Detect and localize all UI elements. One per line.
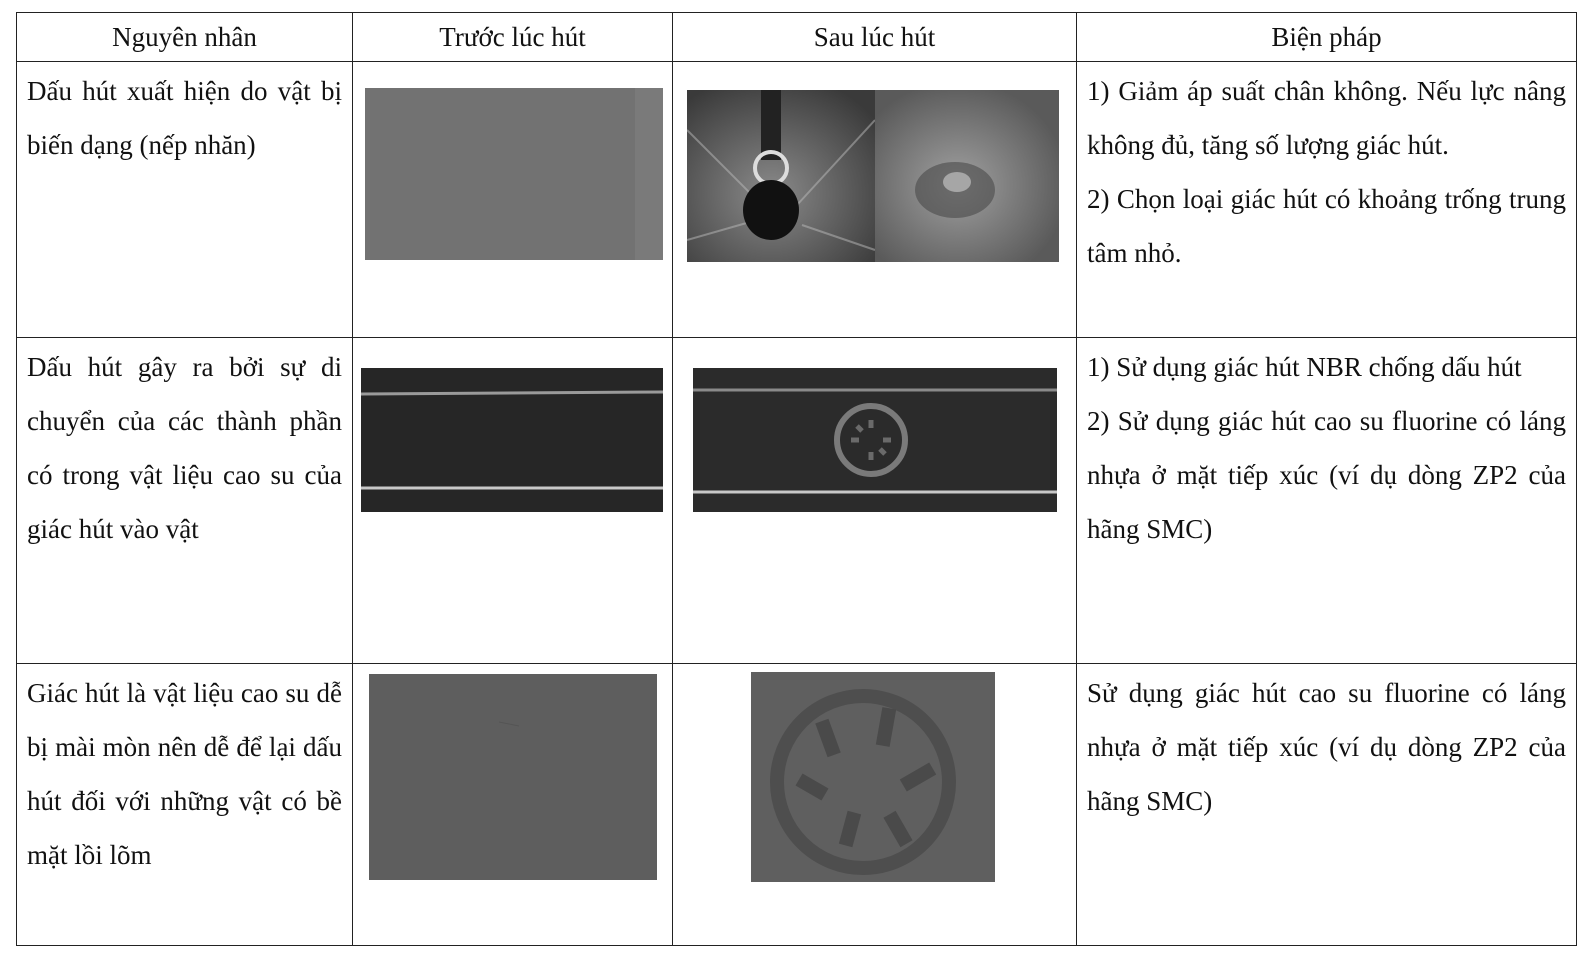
after-image-cell [673,338,1077,664]
header-after: Sau lúc hút [673,13,1077,62]
before-image-cell [353,664,673,946]
before-image-cell [353,62,673,338]
gray-surface-mark-photo [751,672,995,882]
after-image-cell [673,62,1077,338]
before-image-cell [353,338,673,664]
header-measure: Biện pháp [1077,13,1577,62]
header-row [17,13,1577,62]
measure-cell: Sử dụng giác hút cao su fluorine có láng nhựa ở mặt tiếp xúc (ví dụ dòng ZP2 của hãng SMC) [1077,664,1577,946]
header-before: Trước lúc hút [353,13,673,62]
table-row [17,338,1577,664]
gray-sheet-photo [365,88,663,260]
after-image-cell [673,664,1077,946]
gray-surface-photo [369,674,657,880]
suction-mark-table [16,12,1577,946]
table-row [17,62,1577,338]
measure-cell: 1) Giảm áp suất chân không. Nếu lực nâng không đủ, tăng số lượng giác hút. 2) Chọn loại giác hút có khoảng trống trung tâm nhỏ. [1077,62,1577,338]
header-cause: Nguyên nhân [17,13,353,62]
measure-cell: 1) Sử dụng giác hút NBR chống dấu hút 2) Sử dụng giác hút cao su fluorine có láng nhựa ở mặt tiếp xúc (ví dụ dòng ZP2 của hãng SMC) [1077,338,1577,664]
cause-cell: Giác hút là vật liệu cao su dễ bị mài mòn nên dễ để lại dấu hút đối với những vật có bề mặt lồi lõm [17,664,353,946]
cause-cell: Dấu hút xuất hiện do vật bị biến dạng (nếp nhăn) [17,62,353,338]
cause-cell: Dấu hút gây ra bởi sự di chuyển của các thành phần có trong vật liệu cao su của giác hút vào vật [17,338,353,664]
dark-strip-ring-photo [693,368,1057,512]
table-row [17,664,1577,946]
dark-strip-photo [361,368,663,512]
suction-cup-photo [687,90,1059,262]
